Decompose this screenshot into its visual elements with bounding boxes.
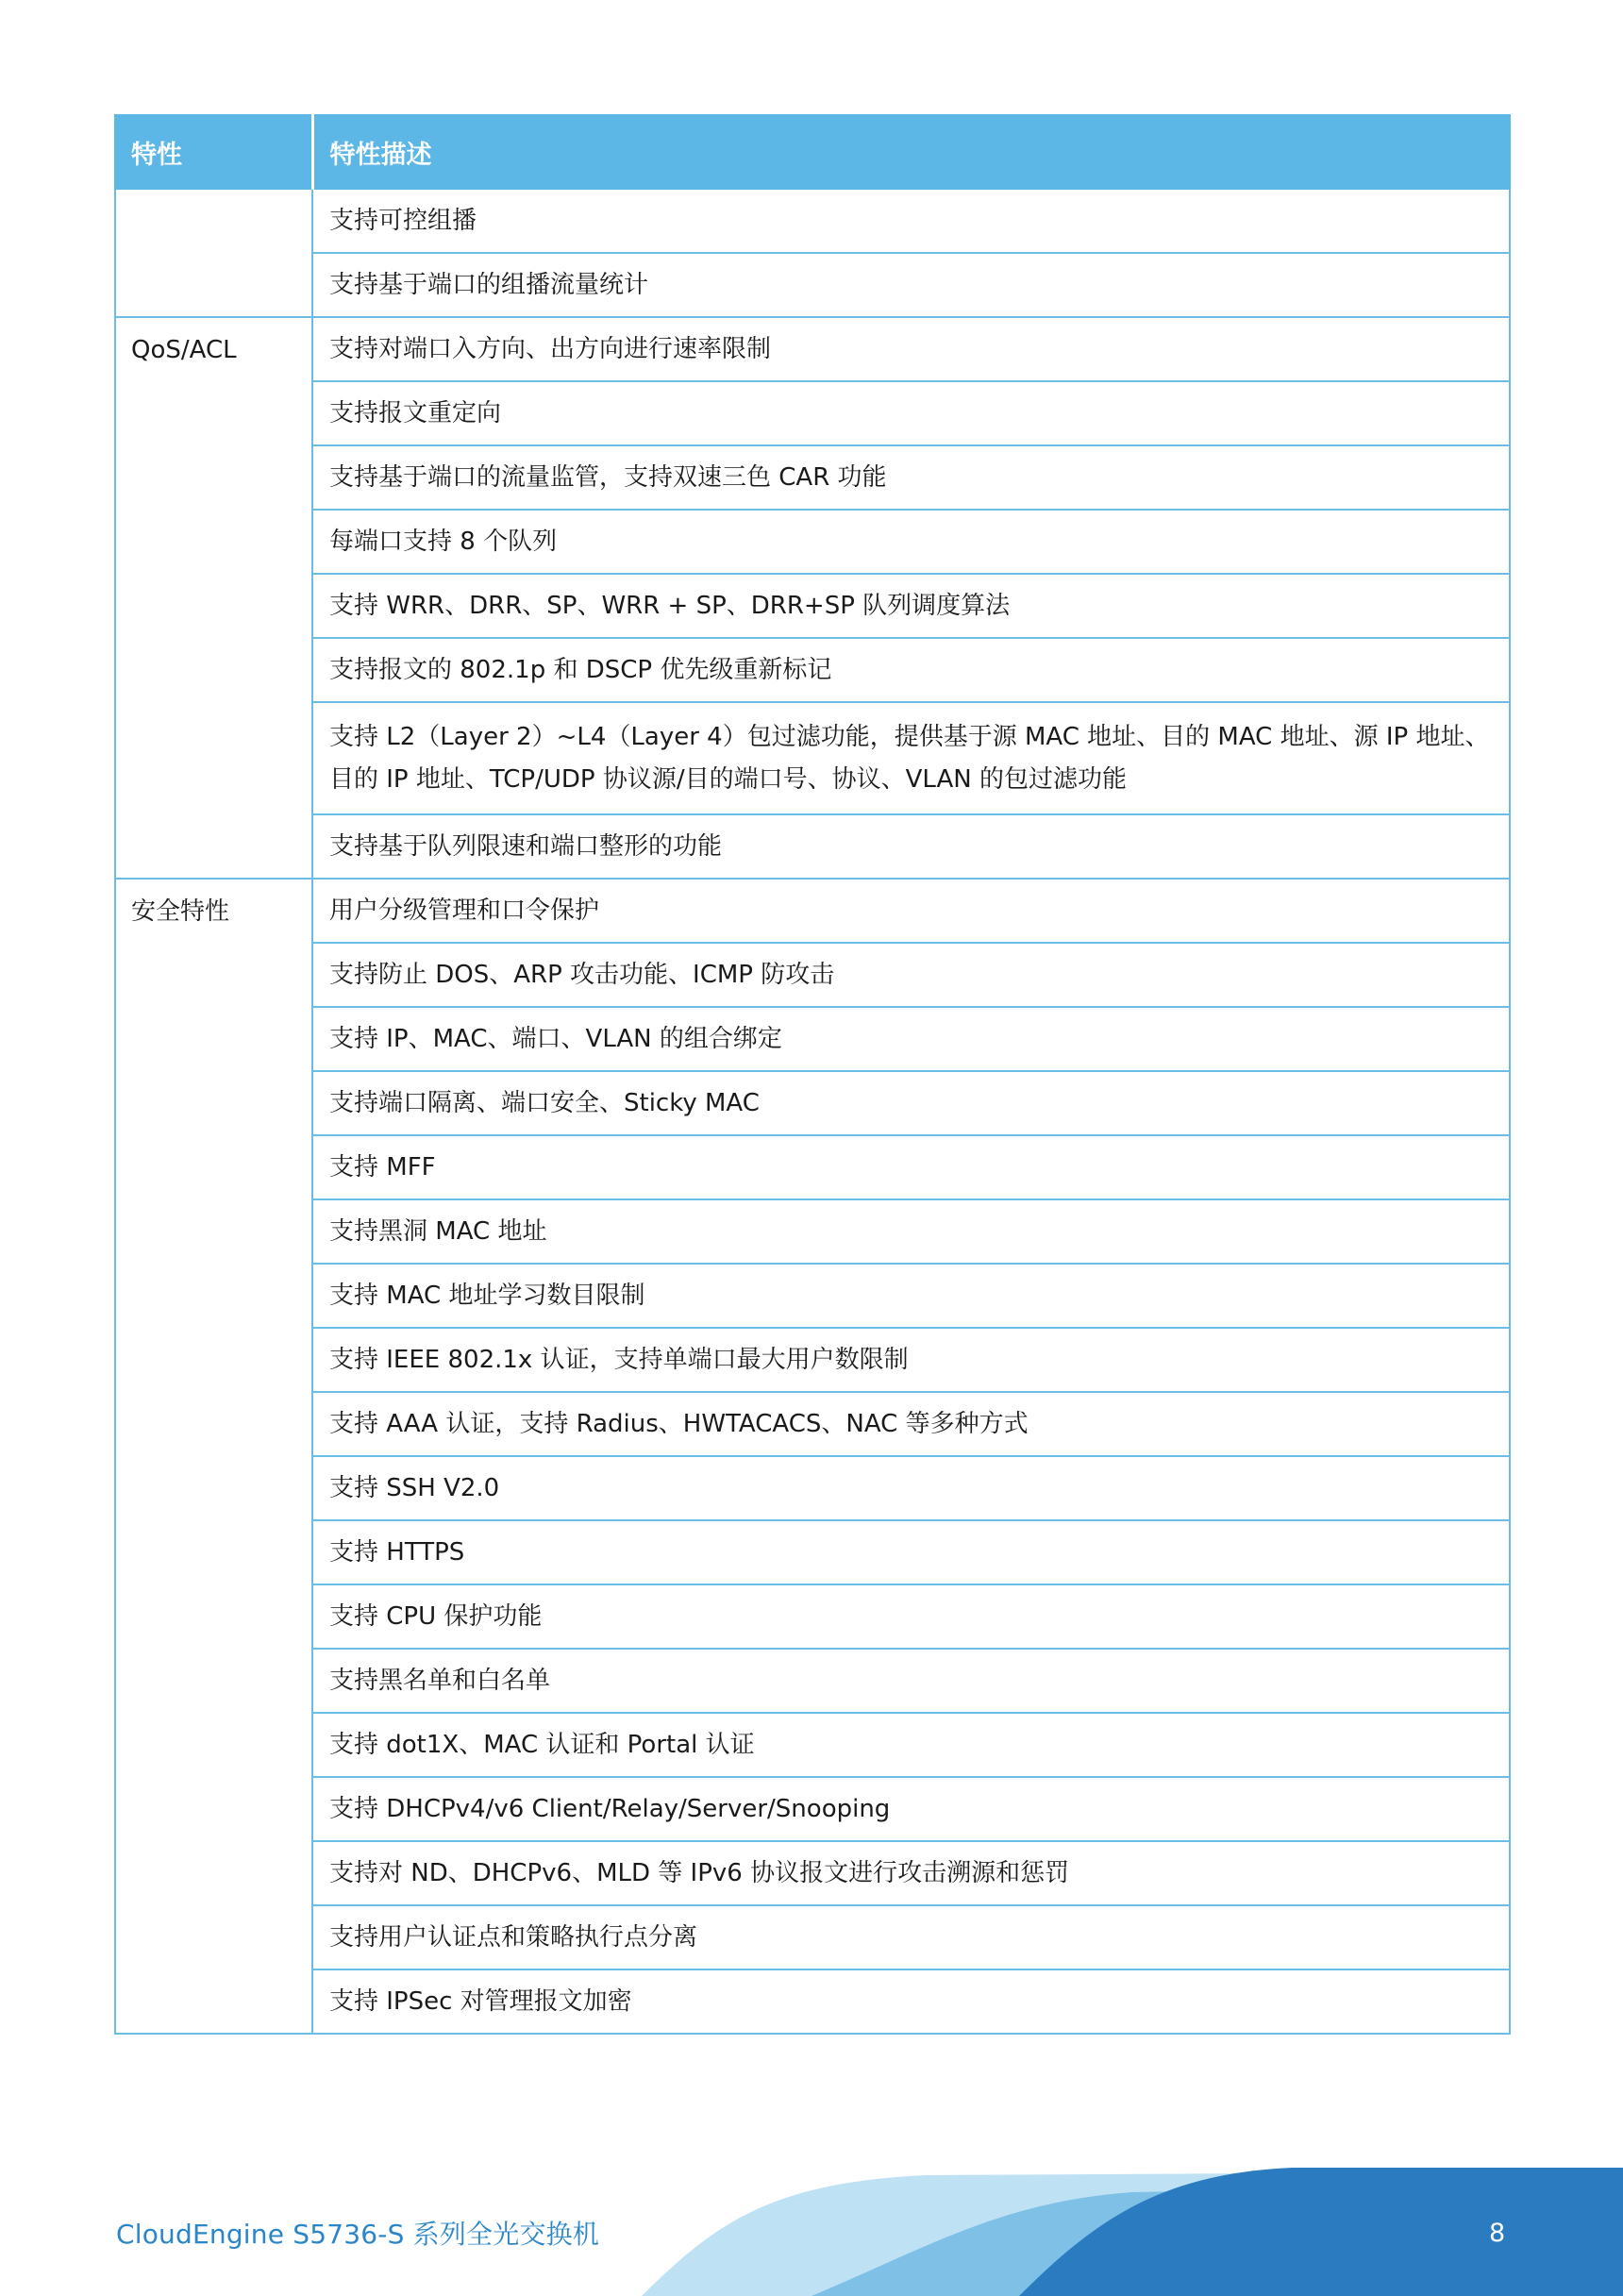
table-row xyxy=(115,1071,1510,1135)
description-cell: 支持 IEEE 802.1x 认证，支持单端口最大用户数限制 xyxy=(312,1328,1510,1392)
table-row xyxy=(115,1135,1510,1199)
description-cell: 用户分级管理和口令保护 xyxy=(312,879,1510,943)
table-row xyxy=(115,1584,1510,1649)
table-row xyxy=(115,510,1510,574)
description-cell: 支持报文的 802.1p 和 DSCP 优先级重新标记 xyxy=(312,638,1510,702)
description-cell: 支持防止 DOS、ARP 攻击功能、ICMP 防攻击 xyxy=(312,943,1510,1007)
table-row xyxy=(115,1713,1510,1777)
table-row xyxy=(115,943,1510,1007)
table-row xyxy=(115,1649,1510,1713)
description-cell: 支持 IPSec 对管理报文加密 xyxy=(312,1969,1510,2034)
footer-product-title: CloudEngine S5736-S 系列全光交换机 xyxy=(116,2219,600,2250)
header-feature: 特性 xyxy=(115,115,312,189)
table-row xyxy=(115,189,1510,253)
table-row xyxy=(115,445,1510,510)
table-row xyxy=(115,1520,1510,1584)
description-cell: 支持 WRR、DRR、SP、WRR + SP、DRR+SP 队列调度算法 xyxy=(312,574,1510,638)
table-row xyxy=(115,381,1510,445)
table-row xyxy=(115,1264,1510,1328)
description-cell: 每端口支持 8 个队列 xyxy=(312,510,1510,574)
table-row xyxy=(115,1969,1510,2034)
page-number: 8 xyxy=(1489,2219,1506,2248)
description-cell: 支持 SSH V2.0 xyxy=(312,1456,1510,1520)
description-cell: 支持 AAA 认证，支持 Radius、HWTACACS、NAC 等多种方式 xyxy=(312,1392,1510,1456)
description-cell: 支持 CPU 保护功能 xyxy=(312,1584,1510,1649)
feature-cell: 安全特性 xyxy=(115,879,312,2034)
table-row xyxy=(115,1007,1510,1071)
description-cell: 支持对 ND、DHCPv6、MLD 等 IPv6 协议报文进行攻击溯源和惩罚 xyxy=(312,1841,1510,1905)
description-cell: 支持 IP、MAC、端口、VLAN 的组合绑定 xyxy=(312,1007,1510,1071)
table-row xyxy=(115,1841,1510,1905)
table-row xyxy=(115,814,1510,879)
table-row xyxy=(115,1777,1510,1841)
table-row xyxy=(115,1905,1510,1969)
table-row xyxy=(115,317,1510,381)
description-cell: 支持 dot1X、MAC 认证和 Portal 认证 xyxy=(312,1713,1510,1777)
feature-cell: QoS/ACL xyxy=(115,317,312,879)
header-feature-description: 特性描述 xyxy=(312,115,1510,189)
description-cell: 支持对端口入方向、出方向进行速率限制 xyxy=(312,317,1510,381)
description-cell: 支持报文重定向 xyxy=(312,381,1510,445)
description-cell: 支持可控组播 xyxy=(312,189,1510,253)
table-row xyxy=(115,1199,1510,1264)
description-cell: 支持 DHCPv4/v6 Client/Relay/Server/Snooping xyxy=(312,1777,1510,1841)
description-cell: 支持 HTTPS xyxy=(312,1520,1510,1584)
table-header-row xyxy=(115,115,1510,189)
description-cell: 支持 L2（Layer 2）~L4（Layer 4）包过滤功能，提供基于源 MAC 地址、目的 MAC 地址、源 IP 地址、目的 IP 地址、TCP/UDP 协议源/目的端口号、协议、VLAN 的包过滤功能 xyxy=(312,702,1510,814)
feature-spec-table xyxy=(114,114,1511,2035)
table-row xyxy=(115,1328,1510,1392)
description-cell: 支持基于队列限速和端口整形的功能 xyxy=(312,814,1510,879)
table-row xyxy=(115,1392,1510,1456)
description-cell: 支持端口隔离、端口安全、Sticky MAC xyxy=(312,1071,1510,1135)
table-row xyxy=(115,253,1510,317)
table-row xyxy=(115,574,1510,638)
description-cell: 支持黑名单和白名单 xyxy=(312,1649,1510,1713)
description-cell: 支持基于端口的组播流量统计 xyxy=(312,253,1510,317)
table-body xyxy=(115,189,1510,2034)
table-row xyxy=(115,638,1510,702)
table-row xyxy=(115,1456,1510,1520)
description-cell: 支持 MFF xyxy=(312,1135,1510,1199)
description-cell: 支持 MAC 地址学习数目限制 xyxy=(312,1264,1510,1328)
description-cell: 支持黑洞 MAC 地址 xyxy=(312,1199,1510,1264)
table-row xyxy=(115,879,1510,943)
description-cell: 支持用户认证点和策略执行点分离 xyxy=(312,1905,1510,1969)
description-cell: 支持基于端口的流量监管，支持双速三色 CAR 功能 xyxy=(312,445,1510,510)
feature-cell xyxy=(115,189,312,317)
table-row xyxy=(115,702,1510,814)
